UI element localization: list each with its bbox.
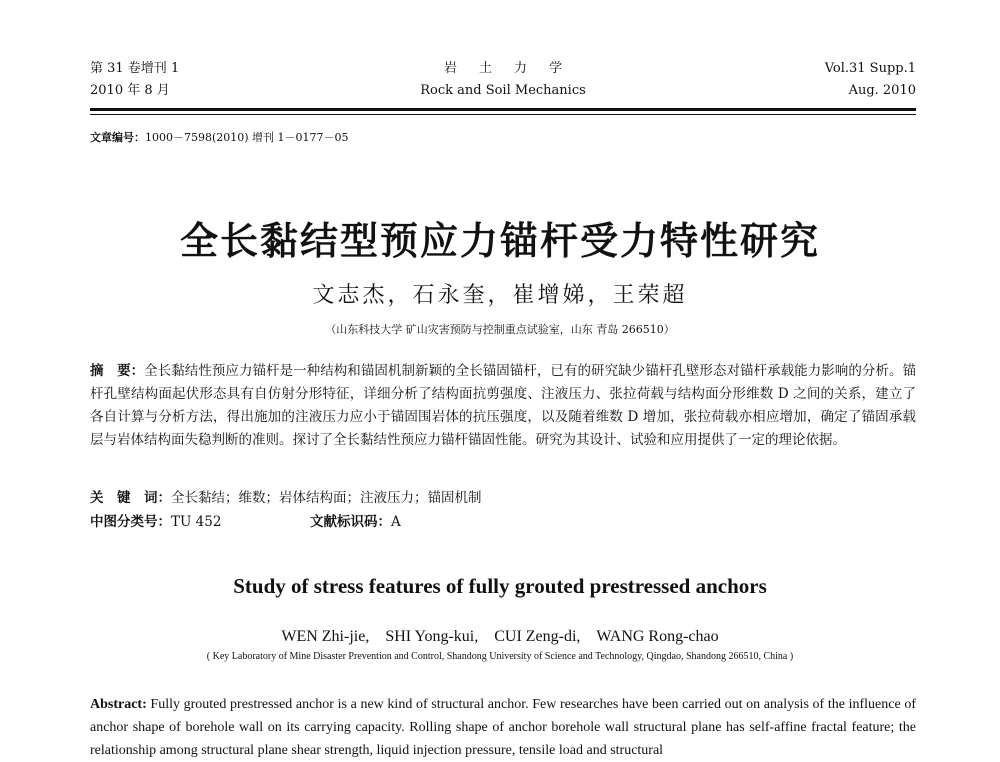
clc-value: TU 452	[171, 514, 222, 530]
doc-code-label: 文献标识码：	[310, 514, 391, 530]
header-rule-thick	[90, 108, 916, 111]
affiliation-cn: （山东科技大学 矿山灾害预防与控制重点试验室，山东 青岛 266510）	[325, 323, 675, 336]
authors-cn: 文志杰，石永奎，崔增娣，王荣超	[312, 283, 688, 308]
keywords-cn-label: 关 键 词：	[90, 490, 171, 506]
article-number	[90, 129, 349, 145]
abstract-cn-label: 摘 要：	[90, 363, 145, 379]
header-vol-en: Vol.31 Supp.1	[824, 61, 916, 76]
abstract-cn-text: 全长黏结性预应力锚杆是一种结构和锚固机制新颖的全长锚固锚杆，已有的研究缺少锚杆孔壁形态对锚杆承载能力影响的分析。锚杆孔壁结构面起伏形态具有自仿射分形特征，详细分析了结构面抗剪强度、注液压力、张拉荷载与结构面分形维数 D 之间的关系，建立了各自计算与分析方法，得出施加的注液压力应小于锚固围岩体的抗压强度，以及随着维数 D 增加，张拉荷载亦相应增加，确定了锚固承载层与岩体结构面失稳判断的准则。探讨了全长黏结性预应力锚杆锚固性能。研究为其设计、试验和应用提供了一定的理论依据。	[90, 363, 917, 448]
abstract-en-label: Abstract:	[90, 697, 147, 712]
keywords-cn	[90, 486, 482, 506]
authors-en: WEN Zhi-jie, SHI Yong-kui, CUI Zeng-di, WANG Rong-chao	[281, 628, 719, 645]
abstract-cn	[90, 360, 916, 452]
article-number-label: 文章编号：	[90, 131, 145, 144]
header-journal-cn: 岩土力学	[443, 61, 584, 76]
header-journal	[90, 58, 916, 102]
keywords-cn-text: 全长黏结；维数；岩体结构面；注液压力；锚固机制	[171, 490, 482, 506]
header-volume-cn: 第 31 卷增刊 1	[90, 61, 180, 76]
affiliation-en: ( Key Laboratory of Mine Disaster Prevention and Control, Shandong University of Science and Technology, Qingdao, Shandong 266510, China )	[206, 651, 794, 662]
header-volume-en	[825, 58, 916, 102]
title-en: Study of stress features of fully grouted prestressed anchors	[233, 574, 767, 598]
doc-code-value: A	[391, 514, 401, 530]
header-journal-en: Rock and Soil Mechanics	[420, 83, 586, 98]
document-code	[310, 510, 401, 530]
clc-label: 中图分类号：	[90, 514, 171, 530]
journal-header	[90, 58, 916, 104]
header-date-en: Aug. 2010	[848, 83, 916, 98]
abstract-en-text: Fully grouted prestressed anchor is a new kind of structural anchor. Few researches have been carried out on analysis of the influence of anchor shape of borehole wall on its carrying capacity. Rolling shape of anchor borehole wall structural plane has self-affine fractal feature; the relationship among structural plane shear strength, liquid injection pressure, tensile load and structural	[90, 697, 916, 758]
article-number-value: 1000－7598(2010) 增刊 1－0177－05	[145, 131, 349, 144]
header-date-cn: 2010 年 8 月	[90, 83, 170, 98]
header-rule-thin	[90, 114, 916, 115]
title-cn: 全长黏结型预应力锚杆受力特性研究	[179, 219, 820, 263]
classification	[90, 510, 401, 530]
abstract-en	[90, 693, 916, 762]
